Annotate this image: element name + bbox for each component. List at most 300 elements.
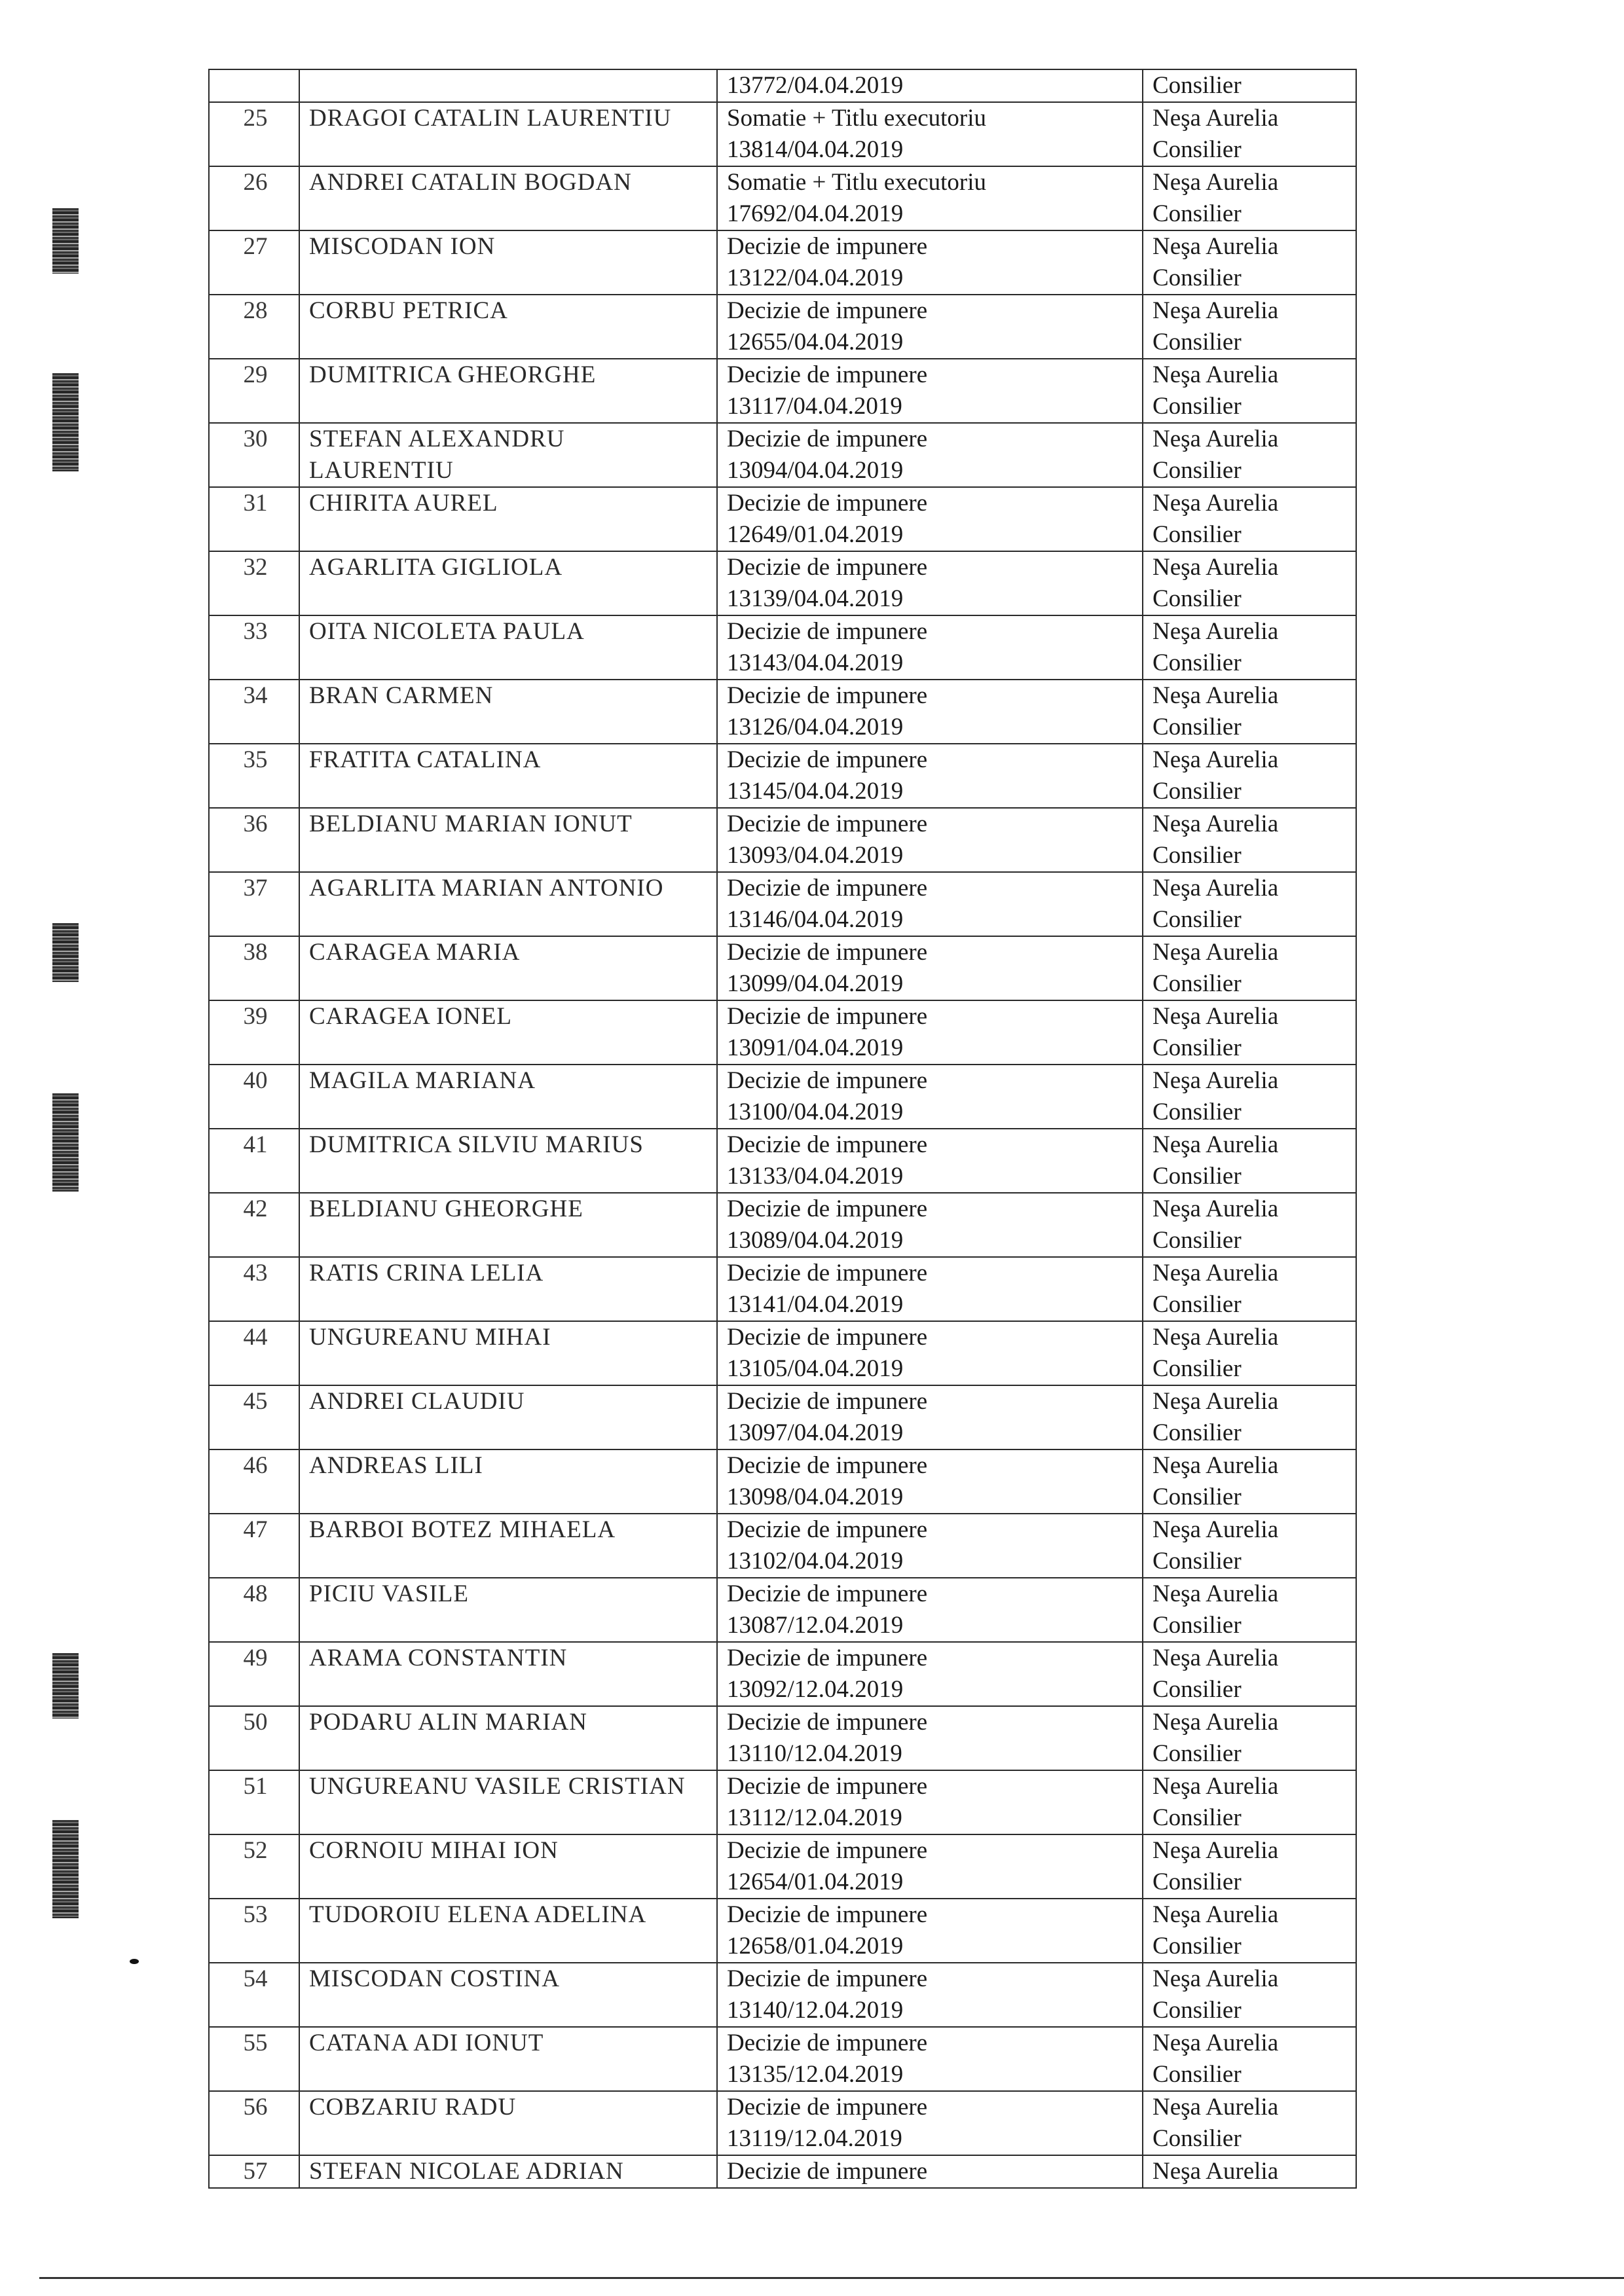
responsible-cell bbox=[1143, 2155, 1356, 2188]
responsible-title: Consilier bbox=[1153, 1034, 1242, 1061]
document-type: Decizie de impunere bbox=[727, 2094, 928, 2121]
table-row bbox=[209, 551, 1356, 615]
document-cell bbox=[717, 808, 1143, 872]
responsible-cell bbox=[1143, 2091, 1356, 2155]
row-number: 26 bbox=[209, 166, 299, 230]
document-cell bbox=[717, 1385, 1143, 1449]
table-row bbox=[209, 423, 1356, 487]
taxpayer-name: BELDIANU MARIAN IONUT bbox=[299, 808, 717, 872]
table-row bbox=[209, 2091, 1356, 2155]
document-cell bbox=[717, 1257, 1143, 1321]
taxpayer-name: ANDREI CATALIN BOGDAN bbox=[299, 166, 717, 230]
taxpayer-name: TUDOROIU ELENA ADELINA bbox=[299, 1899, 717, 1963]
document-ref: 13093/04.04.2019 bbox=[727, 842, 904, 869]
responsible-name: Neşa Aurelia bbox=[1153, 426, 1279, 452]
document-ref: 13102/04.04.2019 bbox=[727, 1548, 904, 1575]
table-row bbox=[209, 1129, 1356, 1193]
table-row bbox=[209, 1321, 1356, 1385]
responsible-name: Neşa Aurelia bbox=[1153, 1003, 1279, 1030]
responsible-cell bbox=[1143, 1642, 1356, 1706]
responsible-title: Consilier bbox=[1153, 714, 1242, 740]
document-type: Decizie de impunere bbox=[727, 2158, 928, 2185]
taxpayer-name: ANDREAS LILI bbox=[299, 1449, 717, 1514]
table-row bbox=[209, 1963, 1356, 2027]
row-number: 47 bbox=[209, 1514, 299, 1578]
responsible-name: Neşa Aurelia bbox=[1153, 1645, 1279, 1671]
document-ref: 13122/04.04.2019 bbox=[727, 264, 904, 291]
responsible-name: Neşa Aurelia bbox=[1153, 1516, 1279, 1543]
document-ref: 13112/12.04.2019 bbox=[727, 1804, 902, 1831]
document-cell bbox=[717, 744, 1143, 808]
document-ref: 13146/04.04.2019 bbox=[727, 906, 904, 933]
responsible-cell bbox=[1143, 359, 1356, 423]
responsible-name: Neşa Aurelia bbox=[1153, 1260, 1279, 1286]
document-ref: 13110/12.04.2019 bbox=[727, 1740, 902, 1767]
document-cell bbox=[717, 2091, 1143, 2155]
responsible-name: Neşa Aurelia bbox=[1153, 1067, 1279, 1094]
row-number: 28 bbox=[209, 295, 299, 359]
table-row bbox=[209, 808, 1356, 872]
taxpayer-name: ANDREI CLAUDIU bbox=[299, 1385, 717, 1449]
responsible-title: Consilier bbox=[1153, 2125, 1242, 2152]
responsible-title: Consilier bbox=[1153, 1612, 1242, 1639]
responsible-cell bbox=[1143, 680, 1356, 744]
responsible-title: Consilier bbox=[1153, 1548, 1242, 1575]
table-row bbox=[209, 102, 1356, 166]
document-cell bbox=[717, 2155, 1143, 2188]
row-number: 25 bbox=[209, 102, 299, 166]
responsible-name: Neşa Aurelia bbox=[1153, 1773, 1279, 1800]
responsible-name: Neşa Aurelia bbox=[1153, 1195, 1279, 1222]
row-number: 40 bbox=[209, 1065, 299, 1129]
table-row bbox=[209, 1834, 1356, 1899]
taxpayer-name: STEFAN ALEXANDRU LAURENTIU bbox=[299, 423, 717, 487]
responsible-cell bbox=[1143, 872, 1356, 936]
row-number: 33 bbox=[209, 615, 299, 680]
document-cell bbox=[717, 1321, 1143, 1385]
row-number: 52 bbox=[209, 1834, 299, 1899]
table-row bbox=[209, 744, 1356, 808]
responsible-cell bbox=[1143, 1578, 1356, 1642]
table-row bbox=[209, 1642, 1356, 1706]
responsible-name: Neşa Aurelia bbox=[1153, 490, 1279, 517]
document-cell bbox=[717, 1449, 1143, 1514]
table-row bbox=[209, 1899, 1356, 1963]
responsible-cell bbox=[1143, 936, 1356, 1000]
responsible-cell bbox=[1143, 230, 1356, 295]
taxpayer-name: BRAN CARMEN bbox=[299, 680, 717, 744]
responsible-cell bbox=[1143, 69, 1356, 102]
document-cell bbox=[717, 615, 1143, 680]
responsible-cell bbox=[1143, 1129, 1356, 1193]
document-ref: 13126/04.04.2019 bbox=[727, 714, 904, 740]
table-row bbox=[209, 295, 1356, 359]
scan-artifact bbox=[52, 923, 79, 982]
document-type: Decizie de impunere bbox=[727, 811, 928, 837]
taxpayer-name: BARBOI BOTEZ MIHAELA bbox=[299, 1514, 717, 1578]
document-type: Decizie de impunere bbox=[727, 875, 928, 902]
responsible-cell bbox=[1143, 1193, 1356, 1257]
document-type: Decizie de impunere bbox=[727, 1452, 928, 1479]
document-ref: 13099/04.04.2019 bbox=[727, 970, 904, 997]
taxpayer-name: CARAGEA IONEL bbox=[299, 1000, 717, 1065]
document-type: Decizie de impunere bbox=[727, 1388, 928, 1415]
table-row bbox=[209, 487, 1356, 551]
document-cell bbox=[717, 1642, 1143, 1706]
responsible-name: Neşa Aurelia bbox=[1153, 361, 1279, 388]
table-row bbox=[209, 1706, 1356, 1770]
table-row bbox=[209, 230, 1356, 295]
taxpayer-name: CATANA ADI IONUT bbox=[299, 2027, 717, 2091]
document-type: Decizie de impunere bbox=[727, 1195, 928, 1222]
responsible-name: Neşa Aurelia bbox=[1153, 1131, 1279, 1158]
document-ref: 13092/12.04.2019 bbox=[727, 1676, 904, 1703]
responsible-title: Consilier bbox=[1153, 585, 1242, 612]
taxpayer-name: AGARLITA MARIAN ANTONIO bbox=[299, 872, 717, 936]
row-number: 38 bbox=[209, 936, 299, 1000]
document-cell bbox=[717, 680, 1143, 744]
responsible-title: Consilier bbox=[1153, 200, 1242, 227]
row-number: 44 bbox=[209, 1321, 299, 1385]
row-number: 42 bbox=[209, 1193, 299, 1257]
responsible-title: Consilier bbox=[1153, 1419, 1242, 1446]
taxpayer-name: OITA NICOLETA PAULA bbox=[299, 615, 717, 680]
taxpayer-name: PODARU ALIN MARIAN bbox=[299, 1706, 717, 1770]
row-number: 57 bbox=[209, 2155, 299, 2188]
table-row bbox=[209, 2155, 1356, 2188]
responsible-name: Neşa Aurelia bbox=[1153, 554, 1279, 581]
row-number: 36 bbox=[209, 808, 299, 872]
responsible-title: Consilier bbox=[1153, 1163, 1242, 1190]
scan-artifact bbox=[52, 373, 79, 471]
responsible-name: Neşa Aurelia bbox=[1153, 1709, 1279, 1736]
responsible-name: Neşa Aurelia bbox=[1153, 618, 1279, 645]
document-ref: 13772/04.04.2019 bbox=[727, 72, 904, 99]
document-type: Decizie de impunere bbox=[727, 939, 928, 966]
document-ref: 13119/12.04.2019 bbox=[727, 2125, 902, 2152]
row-number: 43 bbox=[209, 1257, 299, 1321]
row-number: 34 bbox=[209, 680, 299, 744]
row-number: 35 bbox=[209, 744, 299, 808]
document-type: Decizie de impunere bbox=[727, 1965, 928, 1992]
responsible-title: Consilier bbox=[1153, 970, 1242, 997]
document-cell bbox=[717, 2027, 1143, 2091]
scan-artifact bbox=[52, 1820, 79, 1918]
document-type: Decizie de impunere bbox=[727, 361, 928, 388]
taxpayer-name: BELDIANU GHEORGHE bbox=[299, 1193, 717, 1257]
taxpayer-name: UNGUREANU MIHAI bbox=[299, 1321, 717, 1385]
document-cell bbox=[717, 872, 1143, 936]
document-type: Somatie + Titlu executoriu bbox=[727, 169, 986, 196]
document-ref: 13087/12.04.2019 bbox=[727, 1612, 904, 1639]
responsible-title: Consilier bbox=[1153, 1933, 1242, 1959]
records-body bbox=[209, 69, 1356, 2188]
document-ref: 13140/12.04.2019 bbox=[727, 1997, 904, 2024]
responsible-cell bbox=[1143, 1834, 1356, 1899]
row-number: 48 bbox=[209, 1578, 299, 1642]
row-number: 27 bbox=[209, 230, 299, 295]
taxpayer-name: ARAMA CONSTANTIN bbox=[299, 1642, 717, 1706]
responsible-title: Consilier bbox=[1153, 72, 1242, 99]
responsible-title: Consilier bbox=[1153, 136, 1242, 163]
document-ref: 13143/04.04.2019 bbox=[727, 649, 904, 676]
table-row bbox=[209, 1514, 1356, 1578]
taxpayer-name: MISCODAN ION bbox=[299, 230, 717, 295]
document-ref: 12658/01.04.2019 bbox=[727, 1933, 904, 1959]
responsible-name: Neşa Aurelia bbox=[1153, 105, 1279, 132]
row-number: 53 bbox=[209, 1899, 299, 1963]
document-cell bbox=[717, 230, 1143, 295]
responsible-cell bbox=[1143, 1065, 1356, 1129]
responsible-name: Neşa Aurelia bbox=[1153, 939, 1279, 966]
responsible-cell bbox=[1143, 551, 1356, 615]
document-type: Decizie de impunere bbox=[727, 1901, 928, 1928]
responsible-cell bbox=[1143, 1321, 1356, 1385]
document-cell bbox=[717, 295, 1143, 359]
row-number: 45 bbox=[209, 1385, 299, 1449]
responsible-title: Consilier bbox=[1153, 1676, 1242, 1703]
table-row bbox=[209, 69, 1356, 102]
row-number: 49 bbox=[209, 1642, 299, 1706]
responsible-title: Consilier bbox=[1153, 1099, 1242, 1125]
taxpayer-name: CARAGEA MARIA bbox=[299, 936, 717, 1000]
row-number: 55 bbox=[209, 2027, 299, 2091]
responsible-name: Neşa Aurelia bbox=[1153, 1580, 1279, 1607]
document-cell bbox=[717, 166, 1143, 230]
row-number bbox=[209, 69, 299, 102]
responsible-name: Neşa Aurelia bbox=[1153, 2158, 1279, 2185]
responsible-name: Neşa Aurelia bbox=[1153, 297, 1279, 324]
document-ref: 12655/04.04.2019 bbox=[727, 329, 904, 355]
document-cell bbox=[717, 102, 1143, 166]
document-cell bbox=[717, 936, 1143, 1000]
document-ref: 13145/04.04.2019 bbox=[727, 778, 904, 805]
document-ref: 12649/01.04.2019 bbox=[727, 521, 904, 548]
page-bottom-rule bbox=[39, 2277, 1624, 2279]
document-type: Decizie de impunere bbox=[727, 1773, 928, 1800]
taxpayer-name: RATIS CRINA LELIA bbox=[299, 1257, 717, 1321]
document-ref: 13091/04.04.2019 bbox=[727, 1034, 904, 1061]
document-ref: 13105/04.04.2019 bbox=[727, 1355, 904, 1382]
responsible-name: Neşa Aurelia bbox=[1153, 1388, 1279, 1415]
document-ref: 13139/04.04.2019 bbox=[727, 585, 904, 612]
responsible-cell bbox=[1143, 1257, 1356, 1321]
responsible-name: Neşa Aurelia bbox=[1153, 746, 1279, 773]
document-ref: 13135/12.04.2019 bbox=[727, 2061, 904, 2088]
scan-artifact bbox=[52, 1093, 79, 1192]
document-type: Decizie de impunere bbox=[727, 682, 928, 709]
table-row bbox=[209, 1065, 1356, 1129]
responsible-cell bbox=[1143, 2027, 1356, 2091]
responsible-cell bbox=[1143, 102, 1356, 166]
responsible-cell bbox=[1143, 295, 1356, 359]
document-cell bbox=[717, 487, 1143, 551]
document-ref: 13098/04.04.2019 bbox=[727, 1484, 904, 1510]
table-row bbox=[209, 166, 1356, 230]
document-cell bbox=[717, 1706, 1143, 1770]
table-row bbox=[209, 936, 1356, 1000]
taxpayer-name: CORNOIU MIHAI ION bbox=[299, 1834, 717, 1899]
taxpayer-name: MAGILA MARIANA bbox=[299, 1065, 717, 1129]
table-row bbox=[209, 359, 1356, 423]
document-type: Decizie de impunere bbox=[727, 297, 928, 324]
responsible-title: Consilier bbox=[1153, 1804, 1242, 1831]
responsible-title: Consilier bbox=[1153, 2061, 1242, 2088]
taxpayer-name: MISCODAN COSTINA bbox=[299, 1963, 717, 2027]
table-row bbox=[209, 1385, 1356, 1449]
document-type: Somatie + Titlu executoriu bbox=[727, 105, 986, 132]
responsible-cell bbox=[1143, 487, 1356, 551]
table-row bbox=[209, 1257, 1356, 1321]
responsible-name: Neşa Aurelia bbox=[1153, 1901, 1279, 1928]
document-ref: 12654/01.04.2019 bbox=[727, 1868, 904, 1895]
responsible-title: Consilier bbox=[1153, 1355, 1242, 1382]
document-type: Decizie de impunere bbox=[727, 1580, 928, 1607]
responsible-title: Consilier bbox=[1153, 1868, 1242, 1895]
responsible-cell bbox=[1143, 744, 1356, 808]
taxpayer-name: CHIRITA AUREL bbox=[299, 487, 717, 551]
document-type: Decizie de impunere bbox=[727, 618, 928, 645]
row-number: 31 bbox=[209, 487, 299, 551]
row-number: 37 bbox=[209, 872, 299, 936]
document-cell bbox=[717, 1129, 1143, 1193]
responsible-title: Consilier bbox=[1153, 842, 1242, 869]
responsible-name: Neşa Aurelia bbox=[1153, 1837, 1279, 1864]
responsible-name: Neşa Aurelia bbox=[1153, 233, 1279, 260]
document-ref: 13133/04.04.2019 bbox=[727, 1163, 904, 1190]
responsible-title: Consilier bbox=[1153, 393, 1242, 420]
responsible-name: Neşa Aurelia bbox=[1153, 811, 1279, 837]
document-type: Decizie de impunere bbox=[727, 746, 928, 773]
taxpayer-name: STEFAN NICOLAE ADRIAN bbox=[299, 2155, 717, 2188]
taxpayer-name bbox=[299, 69, 717, 102]
document-cell bbox=[717, 551, 1143, 615]
document-ref: 13097/04.04.2019 bbox=[727, 1419, 904, 1446]
responsible-title: Consilier bbox=[1153, 649, 1242, 676]
responsible-title: Consilier bbox=[1153, 1291, 1242, 1318]
taxpayer-name: DRAGOI CATALIN LAURENTIU bbox=[299, 102, 717, 166]
responsible-cell bbox=[1143, 1706, 1356, 1770]
table-row bbox=[209, 1193, 1356, 1257]
document-ref: 13814/04.04.2019 bbox=[727, 136, 904, 163]
document-cell bbox=[717, 1193, 1143, 1257]
document-ref: 13089/04.04.2019 bbox=[727, 1227, 904, 1254]
responsible-name: Neşa Aurelia bbox=[1153, 1452, 1279, 1479]
table-row bbox=[209, 872, 1356, 936]
taxpayer-name: COBZARIU RADU bbox=[299, 2091, 717, 2155]
responsible-title: Consilier bbox=[1153, 264, 1242, 291]
document-type: Decizie de impunere bbox=[727, 1003, 928, 1030]
taxpayer-name: DUMITRICA GHEORGHE bbox=[299, 359, 717, 423]
document-type: Decizie de impunere bbox=[727, 1131, 928, 1158]
table-row bbox=[209, 1770, 1356, 1834]
document-type: Decizie de impunere bbox=[727, 1516, 928, 1543]
responsible-title: Consilier bbox=[1153, 1740, 1242, 1767]
taxpayer-name: FRATITA CATALINA bbox=[299, 744, 717, 808]
row-number: 50 bbox=[209, 1706, 299, 1770]
table-row bbox=[209, 2027, 1356, 2091]
responsible-cell bbox=[1143, 1449, 1356, 1514]
document-type: Decizie de impunere bbox=[727, 1260, 928, 1286]
document-cell bbox=[717, 1514, 1143, 1578]
table-row bbox=[209, 1000, 1356, 1065]
document-ref: 17692/04.04.2019 bbox=[727, 200, 904, 227]
document-cell bbox=[717, 1578, 1143, 1642]
document-type: Decizie de impunere bbox=[727, 426, 928, 452]
taxpayer-name: PICIU VASILE bbox=[299, 1578, 717, 1642]
responsible-name: Neşa Aurelia bbox=[1153, 169, 1279, 196]
document-type: Decizie de impunere bbox=[727, 1324, 928, 1351]
document-cell bbox=[717, 1963, 1143, 2027]
document-cell bbox=[717, 1834, 1143, 1899]
scan-artifact bbox=[52, 208, 79, 274]
table-row bbox=[209, 1578, 1356, 1642]
responsible-name: Neşa Aurelia bbox=[1153, 682, 1279, 709]
responsible-cell bbox=[1143, 1385, 1356, 1449]
document-ref: 13117/04.04.2019 bbox=[727, 393, 902, 420]
document-cell bbox=[717, 359, 1143, 423]
responsible-name: Neşa Aurelia bbox=[1153, 2094, 1279, 2121]
responsible-title: Consilier bbox=[1153, 329, 1242, 355]
responsible-title: Consilier bbox=[1153, 906, 1242, 933]
responsible-name: Neşa Aurelia bbox=[1153, 1965, 1279, 1992]
responsible-cell bbox=[1143, 423, 1356, 487]
responsible-cell bbox=[1143, 808, 1356, 872]
document-type: Decizie de impunere bbox=[727, 490, 928, 517]
row-number: 39 bbox=[209, 1000, 299, 1065]
table-row bbox=[209, 615, 1356, 680]
document-cell bbox=[717, 1770, 1143, 1834]
responsible-cell bbox=[1143, 166, 1356, 230]
document-cell bbox=[717, 69, 1143, 102]
responsible-name: Neşa Aurelia bbox=[1153, 2030, 1279, 2056]
document-type: Decizie de impunere bbox=[727, 1067, 928, 1094]
row-number: 29 bbox=[209, 359, 299, 423]
scan-artifact bbox=[130, 1959, 139, 1964]
row-number: 30 bbox=[209, 423, 299, 487]
taxpayer-name: DUMITRICA SILVIU MARIUS bbox=[299, 1129, 717, 1193]
row-number: 32 bbox=[209, 551, 299, 615]
responsible-title: Consilier bbox=[1153, 1227, 1242, 1254]
document-cell bbox=[717, 1065, 1143, 1129]
responsible-name: Neşa Aurelia bbox=[1153, 1324, 1279, 1351]
table-row bbox=[209, 680, 1356, 744]
document-type: Decizie de impunere bbox=[727, 1709, 928, 1736]
responsible-cell bbox=[1143, 1514, 1356, 1578]
document-type: Decizie de impunere bbox=[727, 554, 928, 581]
row-number: 46 bbox=[209, 1449, 299, 1514]
document-type: Decizie de impunere bbox=[727, 2030, 928, 2056]
document-ref: 13094/04.04.2019 bbox=[727, 457, 904, 484]
taxpayer-name: CORBU PETRICA bbox=[299, 295, 717, 359]
table-row bbox=[209, 1449, 1356, 1514]
document-type: Decizie de impunere bbox=[727, 1837, 928, 1864]
row-number: 54 bbox=[209, 1963, 299, 2027]
responsible-title: Consilier bbox=[1153, 1484, 1242, 1510]
responsible-cell bbox=[1143, 1770, 1356, 1834]
responsible-title: Consilier bbox=[1153, 1997, 1242, 2024]
records-table bbox=[208, 69, 1357, 2189]
responsible-title: Consilier bbox=[1153, 521, 1242, 548]
responsible-name: Neşa Aurelia bbox=[1153, 875, 1279, 902]
responsible-cell bbox=[1143, 1899, 1356, 1963]
document-cell bbox=[717, 1899, 1143, 1963]
responsible-title: Consilier bbox=[1153, 778, 1242, 805]
document-type: Decizie de impunere bbox=[727, 1645, 928, 1671]
document-type: Decizie de impunere bbox=[727, 233, 928, 260]
document-cell bbox=[717, 1000, 1143, 1065]
responsible-cell bbox=[1143, 615, 1356, 680]
